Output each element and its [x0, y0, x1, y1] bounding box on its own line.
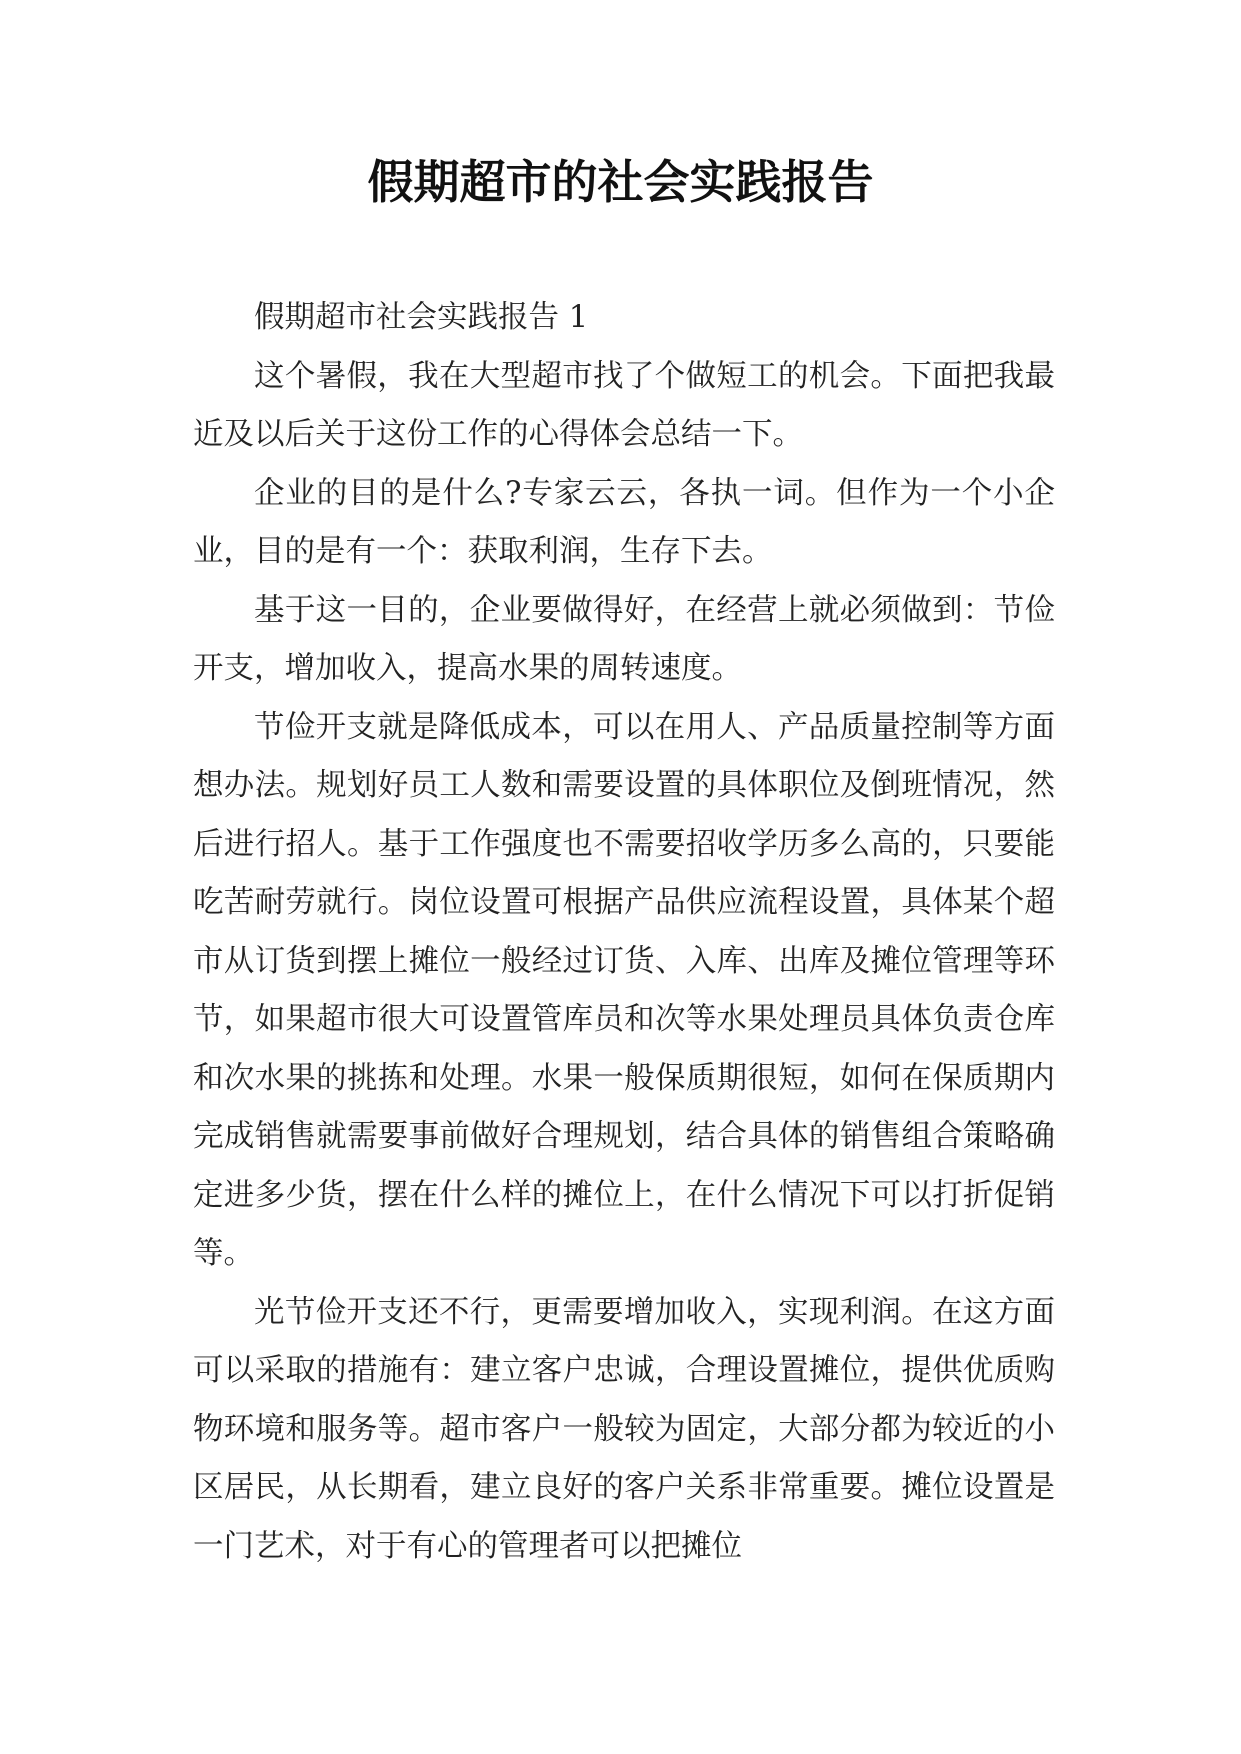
document-body [193, 289, 1055, 1576]
paragraph: 基于这一目的，企业要做得好，在经营上就必须做到：节俭开支，增加收入，提高水果的周转速度。 [193, 592, 1055, 686]
paragraph: 这个暑假，我在大型超市找了个做短工的机会。下面把我最近及以后关于这份工作的心得体会总结一下。 [193, 358, 1055, 452]
paragraph: 节俭开支就是降低成本，可以在用人、产品质量控制等方面想办法。规划好员工人数和需要设置的具体职位及倒班情况，然后进行招人。基于工作强度也不需要招收学历多么高的，只要能吃苦耐劳就行。岗位设置可根据产品供应流程设置，具体某个超市从订货到摆上摊位一般经过订货、入库、出库及摊位管理等环节，如果超市很大可设置管库员和次等水果处理员具体负责仓库和次水果的挑拣和处理。水果一般保质期很短，如何在保质期内完成销售就需要事前做好合理规划，结合具体的销售组合策略确定进多少货，摆在什么样的摊位上，在什么情况下可以打折促销等。 [193, 709, 1055, 1271]
paragraph: 光节俭开支还不行，更需要增加收入，实现利润。在这方面可以采取的措施有：建立客户忠诚，合理设置摊位，提供优质购物环境和服务等。超市客户一般较为固定，大部分都为较近的小区居民，从长期看，建立良好的客户关系非常重要。摊位设置是一门艺术，对于有心的管理者可以把摊位 [193, 1294, 1055, 1564]
document-title: 假期超市的社会实践报告 [367, 155, 874, 209]
paragraph: 企业的目的是什么?专家云云，各执一词。但作为一个小企业，目的是有一个：获取利润，生存下去。 [193, 475, 1055, 569]
paragraph-subtitle: 假期超市社会实践报告 1 [254, 300, 589, 335]
